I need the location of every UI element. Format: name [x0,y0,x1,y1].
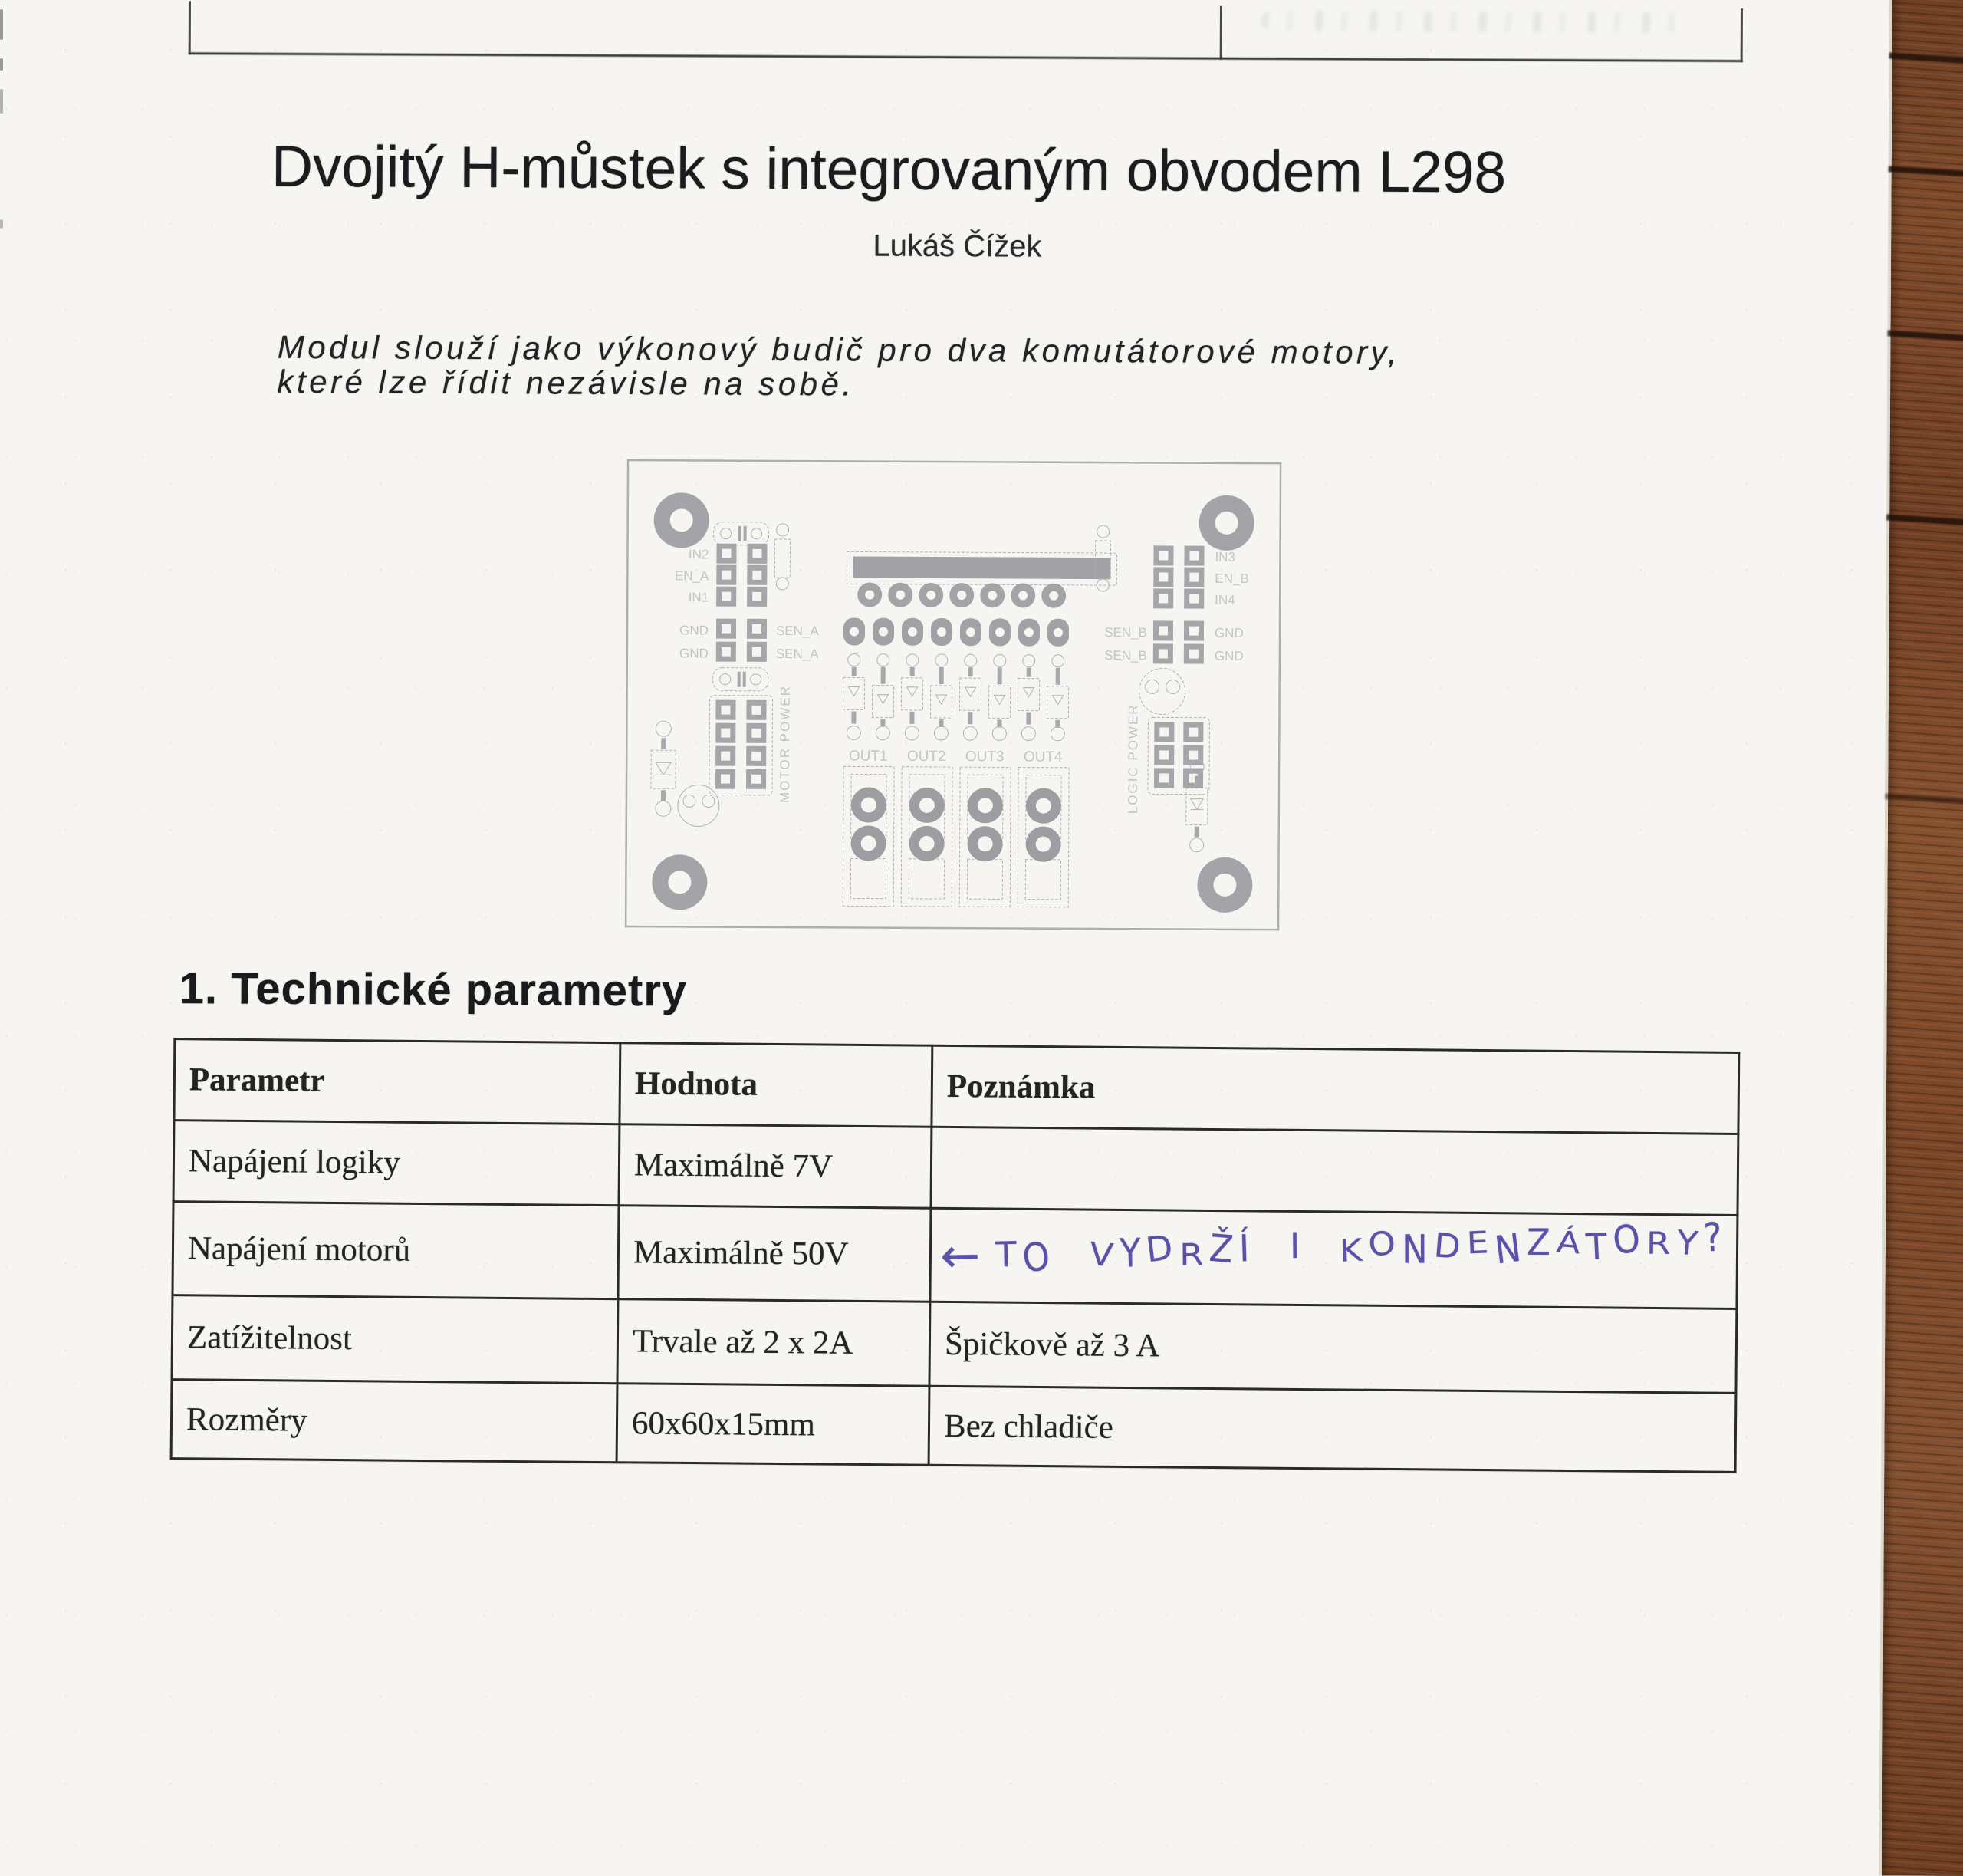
cell-parametr: Napájení logiky [173,1121,620,1206]
header-box-middle-line [1220,6,1222,60]
left-capacitor [678,785,719,826]
pcb-label-out4: OUT4 [1023,749,1063,765]
pcb-label-sen-b2: SEN_B [1104,648,1147,663]
pcb-label-out2: OUT2 [906,748,946,765]
scan-edge-mark [0,58,3,71]
wood-plank-joint [1889,166,1963,177]
pcb-label-en-b: EN_B [1215,571,1249,586]
l298-pin-row-1 [857,582,1066,607]
table-row [173,1121,1738,1216]
wood-plank-joint [1886,514,1963,525]
intro-line-1: Modul slouží jako výkonový budič pro dva komutátorové motory, [277,328,1401,370]
wood-plank-joint [1885,793,1963,805]
cell-poznamka [931,1127,1738,1215]
pcb-layout-figure [624,459,1282,931]
cell-poznamka: Špičkově až 3 A [929,1302,1737,1393]
pcb-label-sen-a2: SEN_A [775,646,819,662]
right-capacitor [1139,668,1185,714]
pcb-label-in3: IN3 [1215,549,1235,564]
pcb-label-gnd-l2: GND [679,646,709,661]
parameters-table-wrapper [170,1038,1738,1473]
left-arrow-glyph: ← [939,1226,981,1284]
pcb-outline [626,460,1281,930]
cell-parametr: Rozměry [171,1380,617,1463]
left-diode [651,721,676,816]
left-input-header [716,544,767,607]
left-resonator-2 [713,668,768,691]
intro-paragraph [277,330,1626,406]
cell-parametr: Zatížitelnost [172,1295,618,1384]
faint-pencil-smudge [1261,11,1691,33]
cell-hodnota: Maximálně 50V [618,1206,931,1302]
col-header-parametr: Parametr [174,1039,620,1124]
pcb-label-en-a: EN_A [674,568,709,584]
l298-heatsink-bar [853,556,1110,579]
intro-line-2: které lze řídit nezávisle na sobě. [277,363,855,403]
header-box-bottom-line [189,52,1743,62]
pcb-label-gnd-l1: GND [679,623,709,638]
pcb-label-sen-a1: SEN_A [775,623,819,639]
diode-array [843,653,1069,740]
pcb-label-in4: IN4 [1215,592,1235,607]
pcb-label-gnd-r2: GND [1214,648,1244,663]
output-terminals [843,766,1069,907]
col-header-hodnota: Hodnota [620,1043,932,1127]
right-input-header [1153,545,1204,608]
page-title: Dvojitý H-můstek s integrovaným obvodem L298 [271,133,1507,206]
cell-hodnota: Trvale až 2 x 2A [617,1299,930,1387]
right-gnd-sen-pads [1153,620,1204,663]
l298-pin-row-2 [843,617,1069,646]
left-resonator [714,522,769,545]
cell-parametr: Napájení motorů [173,1202,619,1299]
pcb-label-logic-power: LOGIC POWER [1125,703,1141,815]
pcb-label-sen-b1: SEN_B [1104,625,1148,640]
motor-power-pads [715,700,767,789]
pcb-label-gnd-r1: GND [1214,625,1244,640]
scan-edge-mark [0,9,3,40]
left-jumper-pads [774,524,790,590]
scan-edge-mark [0,89,3,114]
header-box-left-line [189,1,191,54]
author-name: Lukáš Čížek [873,229,1042,264]
table-row [172,1295,1737,1394]
wood-desk-background [1879,0,1963,1876]
pcb-label-in2: IN2 [688,547,709,562]
wood-plank-joint [1889,52,1963,64]
section-heading: 1. Technické parametry [179,963,688,1016]
cell-hodnota: 60x60x15mm [617,1384,929,1466]
pcb-drawing [624,459,1282,931]
left-gnd-sen-pads [716,619,767,662]
handwritten-text: TO VYDRŽÍ I KONDENZÁTORY? [995,1213,1730,1282]
pcb-label-out1: OUT1 [848,748,888,765]
cell-poznamka: Bez chladiče [929,1386,1736,1472]
pcb-label-motor-power: MOTOR POWER [777,685,793,804]
wood-plank-joint [1887,330,1963,341]
scan-edge-mark [0,219,3,229]
pcb-label-in1: IN1 [688,590,709,605]
cell-hodnota: Maximálně 7V [619,1124,932,1209]
col-header-poznamka: Poznámka [932,1045,1739,1134]
table-header-row [174,1039,1739,1134]
table-row [171,1380,1736,1473]
header-box-right-line [1741,8,1743,62]
pcb-label-out3: OUT3 [965,749,1005,765]
